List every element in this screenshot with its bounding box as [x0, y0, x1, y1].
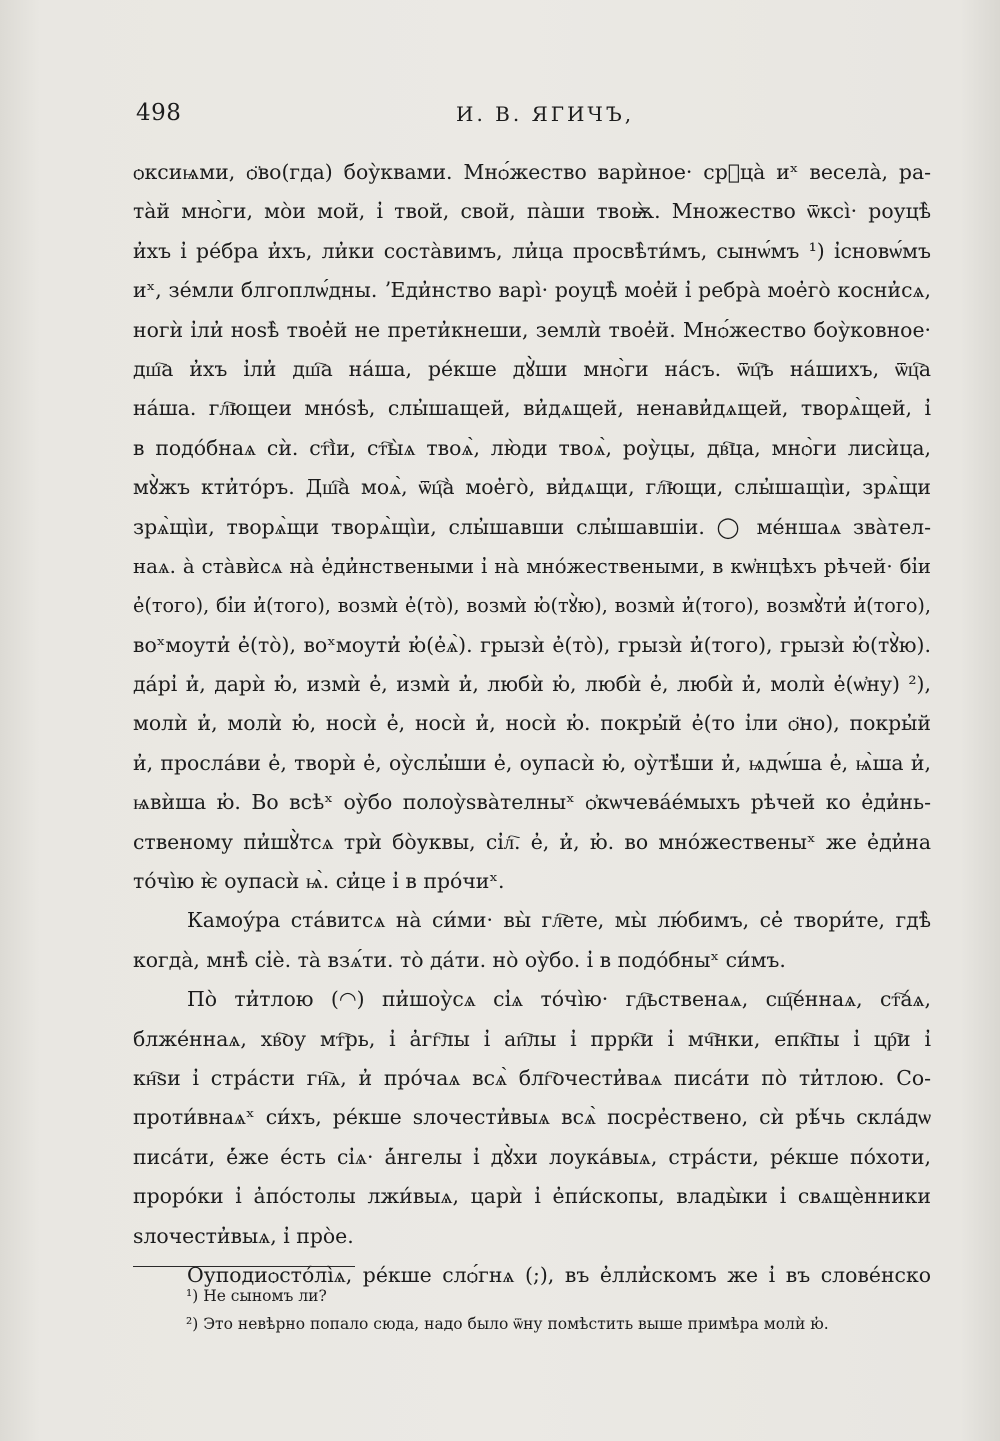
text-line: в подо́бнаѧ сѝ. ст҇і̀и, ст҇ы̀ѧ твоѧ̀, лю̀ди твоѧ̀, роу̀цы, дв҇ца, мнѻ̀ги лисѝца,: [133, 435, 931, 460]
body-text: [133, 153, 931, 1295]
text-line: Оуподиѻсто́лі̀ѧ, ре́кше слѻ́гнѧ (;), въ е̓лли̓скомъ же і̓ въ слове́нско: [187, 1262, 931, 1287]
footnote: ²) Это невѣрно попало сюда, надо было ѿну помѣстить выше примѣра молѝ ю̓.: [186, 1315, 829, 1333]
footnote: ¹) Не сыномъ ли?: [186, 1287, 327, 1305]
text-line: ственому пи̓шꙋ̀тсѧ трѝ бо̀уквы, сі̓л҇. е̓, и̓, ю̓. во мно́жественыˣ же е̓ди̓на: [133, 829, 931, 854]
text-line: ногѝ і̓ли̓ ноѕѣ̀ твое̓й не прети̓кнеши, землѝ твое̓й. Мнѻ́жество боу̀ковное·: [133, 317, 931, 342]
text-line: и̓, просла́ви е̓, творѝ е̓, оу̀слы̓ши е̓, оупасѝ ю̓, оу̀тѣ̓ши и̓, ѩдѡ́ша е̓, ѩ̀ша и̓,: [133, 750, 931, 775]
text-line: проти́внаѧˣ си́хъ, ре́кше ѕлочести̓выѧ всѧ̀ посре̓ствено, сѝ рѣ́чь скла́дѡ: [133, 1105, 931, 1130]
text-line: писа́ти, е̓́же е́сть сі̓ѧ· а̓́нгелы і̓ дꙋ̀хи лоука́выѧ, стра́сти, ре́кше по́хоти,: [133, 1144, 931, 1169]
text-line: да́рі̓ и̓, дарѝ ю̓, измѝ е̓, измѝ и̓, любѝ ю̓, любѝ е̓, любѝ и̓, молѝ е̓(ѡ̓ну) ²),: [133, 672, 931, 697]
text-line: то́чі̀ю ѥ̀ оупасѝ ѩ̀. си̓це і̓ в про́чиˣ.: [133, 869, 505, 894]
text-line: проро́ки і̓ а̓по́столы лжи́выѧ, царѝ і̓ е̓пи́скопы, влады̀ки і̓ свѧщѐнники: [133, 1184, 931, 1209]
text-line: наѧ. а̀ ста̀вѝсѧ на̀ е̓ди̓нствеными і̓ на̀ мно́жествеными, в кѡ̓нцѣхъ рѣчей· бі̓и: [133, 554, 931, 578]
text-line: на́ша. гл҇ющеи мно́ѕѣ, слы̓шащей, ви̓дѧщей, ненави̓дѧщей, творѧ̀щей, і̓: [133, 396, 931, 421]
text-line: ѻксиѩми, ѻ̈во(гда) боу̀квами. Мнѻ́жество варѝное· срⷣца̀ иˣ весела̀, ра-: [133, 160, 931, 184]
text-line: ѕлочести̓выѧ, і̓ про̀е.: [133, 1223, 354, 1248]
text-line: ѩвѝша ю̓. Во всѣˣ оу̀бо полоу̀ѕва̀телныˣ ѻ̓кѡчева́е́мыхъ рѣчей ко е̓ди̓нь-: [133, 790, 931, 815]
text-line: и̓хъ і̓ ре́бра и̓хъ, ли̓ки соста̀вимъ, ли̓ца просвѣ̀ти́мъ, сынѡ́мъ ¹) і̓сновѡ́мъ: [133, 238, 931, 263]
text-line: дш҇а и̓хъ і̓ли̓ дш҇а на́ша, ре́кше дꙋ̀ши мнѻ̀ги на́съ. ѿц҇ъ на́шихъ, ѿц҇а: [133, 356, 931, 381]
text-line: блже́ннаѧ, хв҇оу мт҇рь, і̓ а̓гг҇лы і̓ ап҇лы і̓ пррк҇и і̓ мч҇нки, епк҇пы і̓ цр҇и і̓: [133, 1026, 931, 1051]
footnote-divider: [133, 1266, 355, 1267]
text-line: зрѧ̀щі̀и, творѧ̀щи творѧ̀щі̀и, слы̓шавши слы̓шавшіи. ◯ ме́ншаѧ зва̀тел-: [133, 514, 931, 539]
text-line: молѝ и̓, молѝ ю̓, носѝ е̓, носѝ и̓, носѝ ю̓. покры̓й е̓(то і̓ли ѻ̈но), покры̓й: [133, 711, 931, 736]
text-line: кн҇ѕи і̓ стра́сти гн҇ѧ, и̓ про́чаѧ всѧ̀ блг҇очести̓ваѧ писа́ти по̀ ти̓тлою. Со-: [133, 1065, 931, 1090]
text-line: мꙋ̀жъ кти̓то́ръ. Дш҇а̀ моѧ̀, ѿц҇а̀ мое̓го̀, ви̓дѧщи, гл҇ющи, слы̓шащі̀и, зрѧ̀щи: [133, 475, 931, 500]
page-header: [136, 100, 936, 136]
text-line: та̀й мнѻ̀ги, мо̀и мой, і̓ твой, свой, па̀ши твоѭ̀. Множество ѿксі̀· роуцѣ̀: [133, 199, 931, 224]
footnotes: [186, 1282, 926, 1338]
text-line: По̀ ти̓тлою (◠) пи̓шоу̀сѧ сі̓ѧ то́чі̀ю· гд҇ьственаѧ, сщ҇е́ннаѧ, ст҇а́ѧ,: [187, 987, 931, 1012]
text-line: е̓(того), бі̓и и̓(того), возмѝ е̓(то̀), возмѝ ю̓(тꙋ̀ю), возмѝ и̓(того), возмꙋ̀ти̓ и̓(того),: [133, 594, 931, 618]
text-line: иˣ, зе́мли блгоплѡ́дны. ʼЕди̓нство варі̀· роуцѣ̀ мое̓й і̓ ребра̀ мое̓го̀ косни̓сѧ,: [133, 278, 931, 303]
page-number: 498: [136, 100, 182, 126]
text-line: когда̀, мнѣ̀ сі̓ѐ. та̀ взѧ́ти. то̀ да́ти. но̀ оу̀бо. і̓ в подо́бныˣ си́мъ.: [133, 947, 786, 972]
text-line: воˣмоути̓ е̓(то̀), воˣмоути̓ ю̓(е̓ѧ̀). грызѝ е̓(то̀), грызѝ и̓(того), грызѝ ю̓(тꙋ̀ю).: [133, 632, 931, 657]
text-line: Камоу́ра ста́витсѧ на̀ си́ми· вы̀ гл҇ете, мы̀ лю́бимъ, се̓ твори́те, гдѣ̀: [187, 908, 931, 933]
running-head: И. В. ЯГИЧЪ,: [456, 102, 635, 126]
